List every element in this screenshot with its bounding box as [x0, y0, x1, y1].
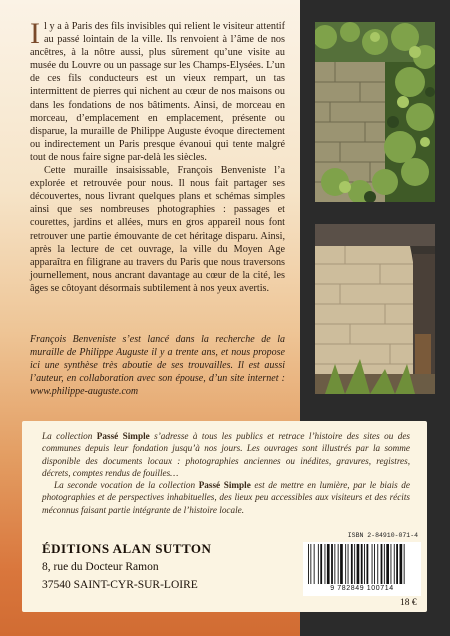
price: 18 €	[400, 598, 417, 608]
drop-cap: I	[30, 17, 40, 50]
collection-paragraph-2	[42, 479, 410, 516]
publisher-address-line1: 8, rue du Docteur Ramon	[42, 561, 159, 573]
collection-p1-end: s’adresse à tous les publics et retrace l’histoire des sites ou des communes depuis leur fondation jusqu’à nos jours. Les ouvrages sont illustrés par la somme disponible des documents locaux : photographies anciennes ou inédites, gravures, registres, décrets, comptes rendus de fouilles…	[42, 431, 410, 478]
barcode-digits: 9 782849 100714	[330, 585, 394, 592]
isbn-label: ISBN 2-84910-071-4	[347, 532, 418, 539]
stone-tower-photo	[315, 224, 435, 394]
series-name: Passé Simple	[96, 431, 150, 441]
collection-p2-end: est de mettre en lumière, par le biais de photographies et de perspectives inhabituelles, des lieux peu accessibles aux visiteurs et des récits méconnus faisant partie intégrante de l’histoire locale.	[42, 480, 410, 515]
intro-paragraph-text: l y a à Paris des fils invisibles qui relient le visiteur attentif au passé lointain de la ville. Ils renvoient à l’âme de nos ancêtres, à la nôtre aussi, plus sûrement qu’une visite au musée du Louvre ou un passage sur les Champs-Elysées. L’un de ces fils conducteurs est un vieux rempart, un tas intermittent de pierres qui nichent au cœur de nos maisons ou dans les fondations de nos bâtiments. Ainsi, de morceau en morceau, d’emplacement en emplacement, présente ou disparue, la muraille de Philippe Auguste évoque directement ou indirectement un Paris presque évanoui qui tente malgré tout de nous faire signe par-delà les siècles.	[30, 21, 285, 163]
collection-description	[42, 430, 410, 516]
barcode-bars	[306, 544, 418, 584]
second-paragraph: Cette muraille insaisissable, François Benveniste l’a explorée et retrouvée pour nous. Il nous fait partager ses découvertes, nous livrant quelques plans et schémas simples ainsi que ses nombreuses photographies : passages et courettes, jardins et allées, murs en gros appareil nous font retrouver une partie émouvante de cet héritage disparu. Ainsi, après la lecture de cet ouvrage, la ville du Moyen Age apparaîtra en filigrane au travers du Paris que nous traversons journellement, nous ancrant davantage au cœur de la cité, les âges se côtoyant désormais subtilement à nos yeux avertis.	[30, 165, 285, 294]
barcode	[303, 542, 421, 596]
main-description	[30, 17, 285, 295]
author-bio: François Benveniste s’est lancé dans la recherche de la muraille de Philippe Auguste il y a trente ans, et nous propose ici une synthèse très aboutie de ses trouvailles. Il est aussi l’auteur, en collaboration avec son épouse, d’un site internet : www.philippe-auguste.com	[30, 334, 285, 398]
series-name-2: Passé Simple	[198, 480, 251, 491]
ivy-wall-photo	[315, 22, 435, 202]
publisher-address-line2: 37540 SAINT-CYR-SUR-LOIRE	[42, 579, 198, 591]
intro-paragraph	[30, 17, 285, 164]
publisher-block	[42, 540, 262, 594]
collection-p1-start: La collection	[42, 431, 97, 441]
collection-p2-start: La seconde vocation de la collection	[54, 480, 199, 491]
publisher-name: ÉDITIONS ALAN SUTTON	[42, 541, 212, 556]
collection-paragraph-1	[42, 430, 410, 479]
